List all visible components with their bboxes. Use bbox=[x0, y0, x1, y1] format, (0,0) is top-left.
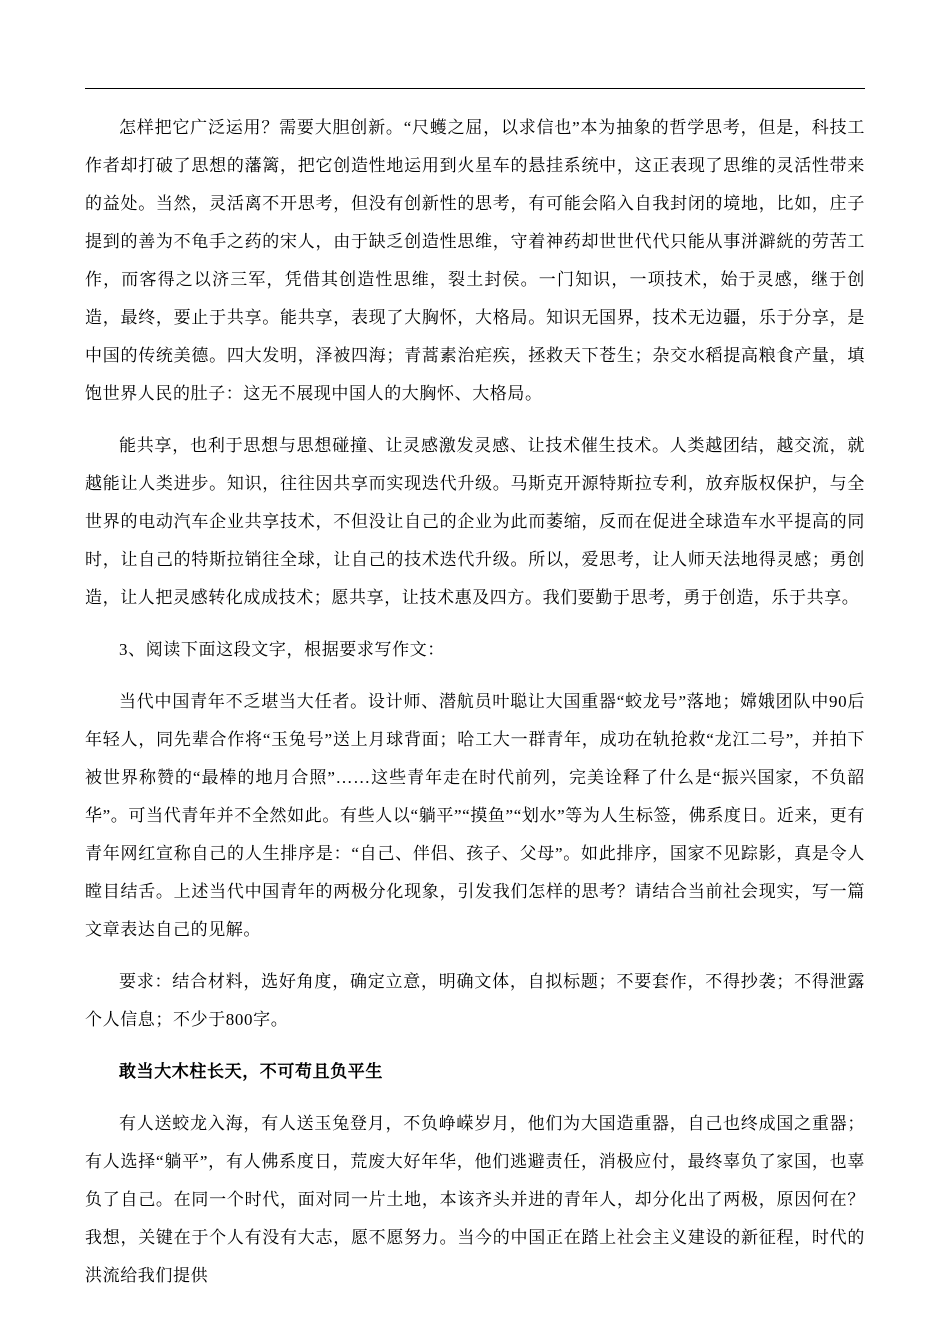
paragraph-sharing: 能共享，也利于思想与思想碰撞、让灵感激发灵感、让技术催生技术。人类越团结，越交流，就越能让人类进步。知识，往往因共享而实现迭代升级。马斯克开源特斯拉专利，放弃版权保护，与全世界的电动汽车企业共享技术，不但没让自己的企业为此而萎缩，反而在促进全球造车水平提高的同时，让自己的特斯拉销往全球，让自己的技术迭代升级。所以，爱思考，让人师天法地得灵感；勇创造，让人把灵感转化成成技术；愿共享，让技术惠及四方。我们要勤于思考，勇于创造，乐于共享。 bbox=[85, 436, 865, 607]
paragraph-essay-opening: 有人送蛟龙入海，有人送玉兔登月，不负峥嵘岁月，他们为大国造重器，自己也终成国之重器；有人选择“躺平”，有人佛系度日，荒废大好年华，他们逃避责任，消极应付，最终辜负了家国，也辜负了自己。在同一个时代，面对同一片土地，本该齐头并进的青年人，却分化出了两极，原因何在？我想，关键在于个人有没有大志，愿不愿努力。当今的中国正在踏上社会主义建设的新征程，时代的洪流给我们提供 bbox=[85, 1114, 865, 1285]
paragraph-prompt-3-material: 当代中国青年不乏堪当大任者。设计师、潜航员叶聪让大国重器“蛟龙号”落地；嫦娥团队中90后年轻人，同先辈合作将“玉兔号”送上月球背面；哈工大一群青年，成功在轨抢救“龙江二号”，并拍下被世界称赞的“最棒的地月合照”……这些青年走在时代前列，完美诠释了什么是“振兴国家，不负韶华”。可当代青年并不全然如此。有些人以“躺平”“摸鱼”“划水”等为人生标签，佛系度日。近来，更有青年网红宣称自己的人生排序是：“自己、伴侣、孩子、父母”。如此排序，国家不见踪影，真是令人瞠目结舌。上述当代中国青年的两极分化现象，引发我们怎样的思考？请结合当前社会现实，写一篇文章表达自己的见解。 bbox=[85, 692, 865, 939]
paragraph-prompt-3-requirements: 要求：结合材料，选好角度，确定立意，明确文体，自拟标题；不要套作，不得抄袭；不得泄露个人信息；不少于800字。 bbox=[85, 972, 865, 1029]
paragraph-prompt-3-intro: 3、阅读下面这段文字，根据要求写作文： bbox=[119, 640, 445, 659]
header-rule bbox=[85, 88, 865, 89]
document-body bbox=[85, 1, 865, 1295]
paragraph-creative-use: 怎样把它广泛运用？需要大胆创新。“尺蠖之屈，以求信也”本为抽象的哲学思考，但是，科技工作者却打破了思想的藩篱，把它创造性地运用到火星车的悬挂系统中，这正表现了思维的灵活性带来的益处。当然，灵活离不开思考，但没有创新性的思考，有可能会陷入自我封闭的境地，比如，庄子提到的善为不龟手之药的宋人，由于缺乏创造性思维，守着神药却世世代代只能从事洴澼絖的劳苦工作，而客得之以济三军，凭借其创造性思维，裂土封侯。一门知识，一项技术，始于灵感，继于创造，最终，要止于共享。能共享，表现了大胸怀，大格局。知识无国界，技术无边疆，乐于分享，是中国的传统美德。四大发明，泽被四海；青蒿素治疟疾，拯救天下苍生；杂交水稻提高粮食产量，填饱世界人民的肚子：这无不展现中国人的大胸怀、大格局。 bbox=[85, 118, 865, 403]
essay-title: 敢当大木柱长天，不可苟且负平生 bbox=[119, 1062, 383, 1081]
